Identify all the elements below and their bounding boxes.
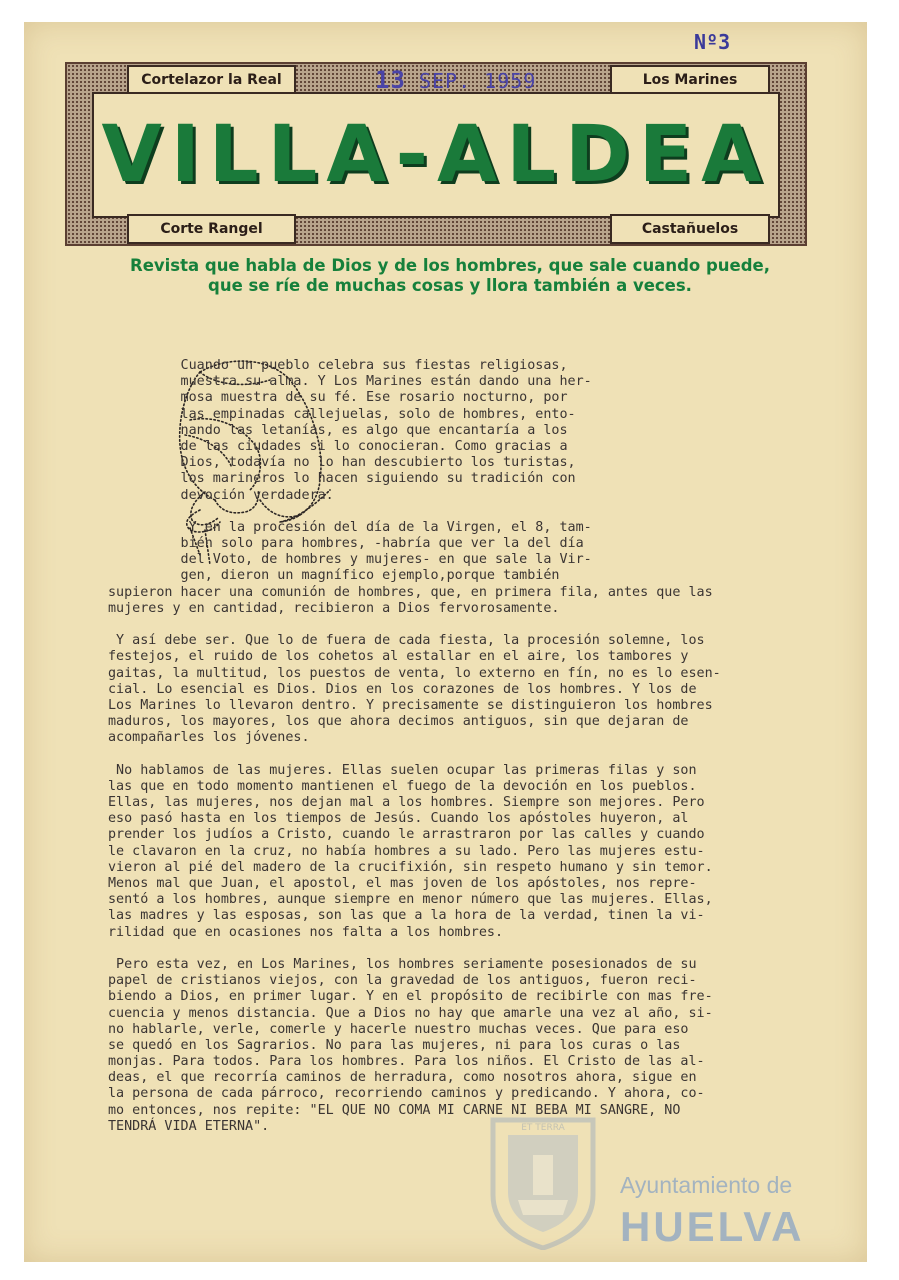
article-line: rilidad que en ocasiones nos falta a los hombres. [108, 924, 504, 940]
date-stamp [375, 66, 536, 94]
article-line: No hablamos de las mujeres. Ellas suelen ocupar las primeras filas y son [108, 762, 697, 778]
masthead-title-box [92, 92, 780, 218]
article-line: Y en la procesión del día de la Virgen, el 8, tam- [108, 519, 592, 535]
article-line: monjas. Para todos. Para los hombres. Para los niños. El Cristo de las al- [108, 1054, 705, 1070]
article-line: le clavaron en la cruz, no había hombres a su lado. Pero las mujeres estu- [108, 843, 705, 859]
article-line: de las ciudades si lo conocieran. Como gracias a [108, 438, 568, 454]
article-line: acompañarles los jóvenes. [108, 730, 310, 746]
article-line: TENDRÁ VIDA ETERNA". [108, 1118, 270, 1134]
article-line: del Voto, de hombres y mujeres- en que sale la Vir- [108, 552, 592, 568]
article-line: mujeres y en cantidad, recibieron a Dios fervorosamente. [108, 600, 560, 616]
article-line: Y así debe ser. Que lo de fuera de cada fiesta, la procesión solemne, los [108, 633, 705, 649]
article-line: deas, el que recorría caminos de herradura, como nosotros ahora, sigue en [108, 1070, 697, 1086]
article-line: sentó a los hombres, aunque siempre en menor número que las mujeres. Ellas, [108, 892, 713, 908]
tagline-line-1: Revista que habla de Dios y de los hombres, que sale cuando puede, [129, 256, 771, 275]
article-line: Ellas, las mujeres, nos dejan mal a los hombres. Siempre son mejores. Pero [108, 795, 705, 811]
article-line: la persona de cada párroco, recorriendo caminos y predicando. Y ahora, co- [108, 1086, 705, 1102]
article-line: se quedó en los Sagrarios. No para las mujeres, ni para los curas o las [108, 1037, 681, 1053]
article-line: bién solo para hombres, -habría que ver la del día [108, 536, 584, 552]
paragraph-gap [108, 747, 853, 763]
article-line: las empinadas callejuelas, solo de hombres, ento- [108, 406, 576, 422]
article-line: mosa muestra de su fé. Ese rosario nocturno, por [108, 390, 568, 406]
article-line: biendo a Dios, en primer lugar. Y en el propósito de recibirle con mas fre- [108, 989, 713, 1005]
watermark-huelva: HUELVA [620, 1203, 805, 1250]
masthead-town-top-right: Los Marines [610, 65, 770, 95]
article-line: las madres y las esposas, son las que a la hora de la verdad, tinen la vi- [108, 908, 705, 924]
article-body [108, 358, 853, 1135]
masthead-town-bottom-right: Castañuelos [610, 214, 770, 244]
date-stamp-day: 13 [375, 66, 406, 94]
article-line: muestra su alma. Y Los Marines están dando una her- [108, 374, 592, 390]
article-line: devoción verdadera. [108, 487, 334, 503]
paragraph-gap [108, 941, 853, 957]
article-line: los marineros lo hacen siguiendo su tradición con [108, 471, 576, 487]
article-line: maduros, los mayores, los que ahora decimos antiguos, sin que dejaran de [108, 714, 689, 730]
article-line: gaitas, la multitud, los puestos de venta, lo externo en fín, no es lo esen- [108, 665, 721, 681]
seal-text: ET TERRA [521, 1123, 565, 1133]
article-line: papel de cristianos viejos, con la gravedad de los antiguos, fueron reci- [108, 973, 697, 989]
article-line: eso pasó hasta en los tiempos de Jesús. Cuando los apóstoles huyeron, al [108, 811, 689, 827]
tagline [60, 256, 840, 296]
article-line: no hablarle, verle, comerle y hacerle nuestro muchas veces. Que para eso [108, 1021, 689, 1037]
article-line: prender los judíos a Cristo, cuando le arrastraron por las calles y cuando [108, 827, 705, 843]
article-line: supieron hacer una comunión de hombres, que, en primera fila, antes que las [108, 584, 713, 600]
article-line: Los Marines lo llevaron dentro. Y precisamente se distinguieron los hombres [108, 697, 713, 713]
article-line: gen, dieron un magnífico ejemplo,porque también [108, 568, 560, 584]
article-line: las que en todo momento mantienen el fuego de la devoción en los pueblos. [108, 778, 697, 794]
article-line: cial. Lo esencial es Dios. Dios en los corazones de los hombres. Y los de [108, 681, 697, 697]
article-line: Menos mal que Juan, el apostol, el mas joven de los apóstoles, nos repre- [108, 876, 697, 891]
tagline-line-2: que se ríe de muchas cosas y llora también a veces. [208, 276, 692, 295]
paragraph-gap [108, 617, 853, 633]
ayuntamiento-seal-watermark [478, 1100, 608, 1250]
article-line: Pero esta vez, en Los Marines, los hombres seriamente posesionados de su [108, 956, 697, 972]
watermark-ayuntamiento: Ayuntamiento de [620, 1172, 793, 1198]
paragraph-gap [108, 504, 853, 520]
masthead-town-bottom-left: Corte Rangel [127, 214, 296, 244]
date-stamp-month-year: SEP. 1959 [405, 69, 537, 93]
article-line: vieron al pié del madero de la crucifixión, sin respeto humano y sin temor. [108, 859, 713, 875]
article-line: Dios, todavía no lo han descubierto los turistas, [108, 455, 576, 471]
issue-number-stamp: Nº3 [694, 30, 731, 54]
masthead-town-top-left: Cortelazor la Real [127, 65, 296, 95]
article-line: cuencia y menos distancia. Que a Dios no hay que amarle una vez al año, si- [108, 1005, 713, 1021]
article-line: nando las letanías, es algo que encantaría a los [108, 422, 568, 438]
article-line: mo entonces, nos repite: "EL QUE NO COMA MI CARNE NI BEBA MI SANGRE, NO [108, 1102, 681, 1118]
magazine-title: VILLA-ALDEA [101, 110, 771, 200]
article-line: festejos, el ruido de los cohetos al estallar en el aire, los tambores y [108, 649, 689, 665]
article-line: Cuando un pueblo celebra sus fiestas religiosas, [108, 358, 568, 373]
